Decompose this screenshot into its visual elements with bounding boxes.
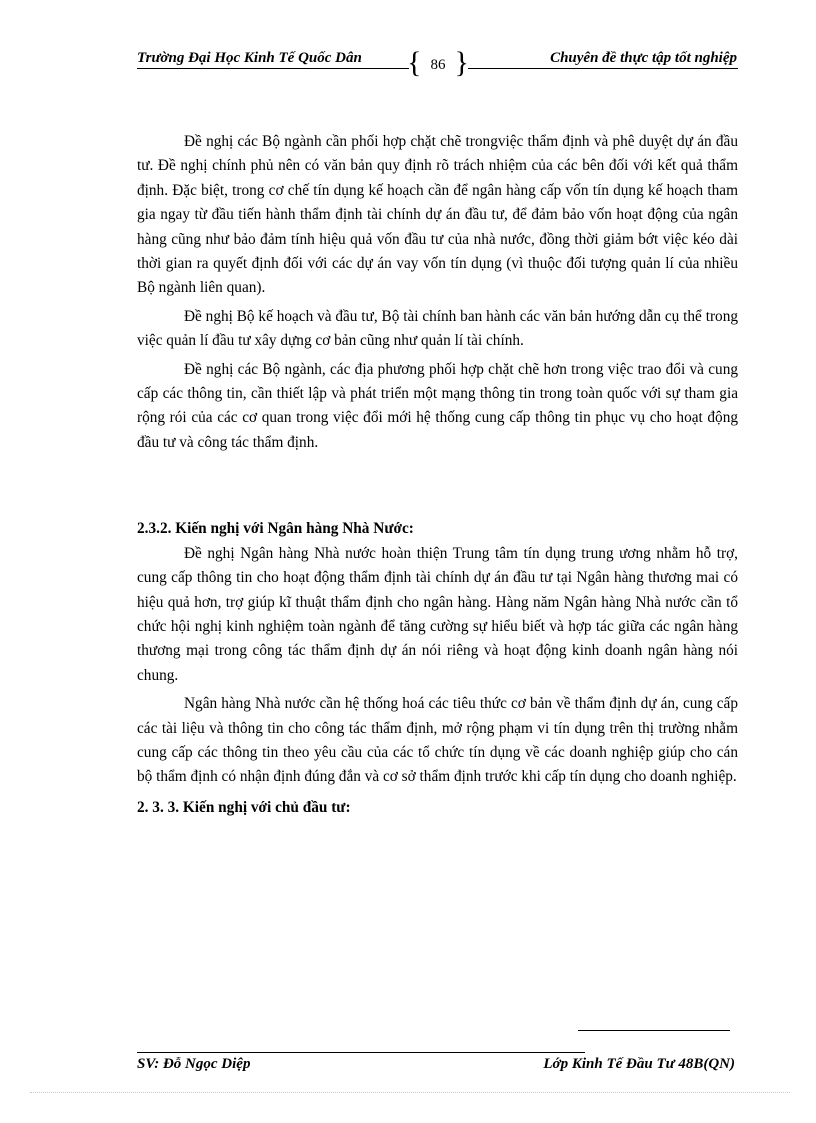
page-number: 86: [430, 56, 446, 73]
footer-class: Lớp Kinh Tế Đầu Tư 48B(QN): [543, 1056, 735, 1072]
page-number-box: [405, 46, 471, 80]
paragraph-3: Đề nghị các Bộ ngành, các địa phương phối hợp chặt chẽ hơn trong việc trao đổi và cung cấp các thông tin, cần thiết lập và phát triển một mạng thông tin trong toàn quốc với sự tham gia rộng rói của các cơ quan trong việc đổi mới hệ thống cung cấp thông tin phục vụ cho hoạt động đầu tư và công tác thẩm định.: [137, 360, 738, 451]
header-rule-left: [137, 68, 409, 69]
footer-rule: [137, 1052, 585, 1053]
header-doc-type: Chuyên đề thực tập tốt nghiệp: [550, 50, 737, 66]
paragraph-1: Đề nghị các Bộ ngành cần phối hợp chặt chẽ trongviệc thẩm định và phê duyệt dự án đầu tư. Đề nghị chính phủ nên có văn bản quy định rõ trách nhiệm của các bên đối với kết quả thẩm định. Đặc biệt, trong cơ chế tín dụng kế hoạch cần để ngân hàng cấp vốn tín dụng kế hoạch tham gia ngay từ đầu tiến hành thẩm định tài chính dự án đầu tư, để đảm bảo vốn hoạt động của ngân hàng cũng như bảo đảm tính hiệu quả vốn đầu tư của nhà nước, đồng thời giảm bớt việc kéo dài thời gian ra quyết định đối với các dự án vay vốn tín dụng (vì thuộc đối tượng quản lí của nhiều Bộ ngành liên quan).: [137, 133, 738, 297]
section-heading-233: 2. 3. 3. Kiến nghị với chủ đầu tư:: [137, 798, 351, 816]
header-school: Trường Đại Học Kinh Tế Quốc Dân: [137, 50, 362, 66]
header-rule-right: [468, 68, 738, 69]
page-edge-divider: [30, 1092, 790, 1093]
section-232-paragraph-1: Đề nghị Ngân hàng Nhà nước hoàn thiện Trung tâm tín dụng trung ương nhằm hỗ trợ, cung cấp thông tin cho hoạt động thẩm định tài chính dự án đầu tư tại Ngân hàng thương mai có hiệu quả hơn, trợ giúp kĩ thuật thẩm định cho ngân hàng. Hàng năm Ngân hàng Nhà nước cần tổ chức hội nghị kinh nghiệm toàn ngành để tăng cường sự hiểu biết và hợp tác giữa các ngân hàng thương mại trong công tác thẩm định dự án nói riêng và hoạt động kinh doanh ngân hàng nói chung.: [137, 544, 738, 684]
footer-short-rule: [578, 1030, 730, 1031]
right-brace-icon: }: [454, 46, 469, 79]
footer-student: SV: Đỗ Ngọc Diệp: [137, 1056, 251, 1072]
paragraph-2: Đề nghị Bộ kế hoạch và đầu tư, Bộ tài chính ban hành các văn bản hướng dẫn cụ thể trong việc quản lí đầu tư xây dựng cơ bản cũng như quản lí tài chính.: [137, 307, 738, 350]
section-232-paragraph-2: Ngân hàng Nhà nước cần hệ thống hoá các tiêu thức cơ bản về thẩm định dự án, cung cấp các tài liệu và thông tin cho công tác thẩm định, mở rộng phạm vi tín dụng trên thị trường nhằm cung cấp các thông tin theo yêu cầu của các tổ chức tín dụng về các doanh nghiệp giúp cho cán bộ thẩm định có nhận định đúng đắn và cơ sở thẩm định trước khi cấp tín dụng cho doanh nghiệp.: [137, 695, 738, 786]
document-body: [137, 130, 738, 820]
section-heading-232: 2.3.2. Kiến nghị với Ngân hàng Nhà Nước:: [137, 520, 414, 538]
left-brace-icon: {: [407, 46, 422, 79]
